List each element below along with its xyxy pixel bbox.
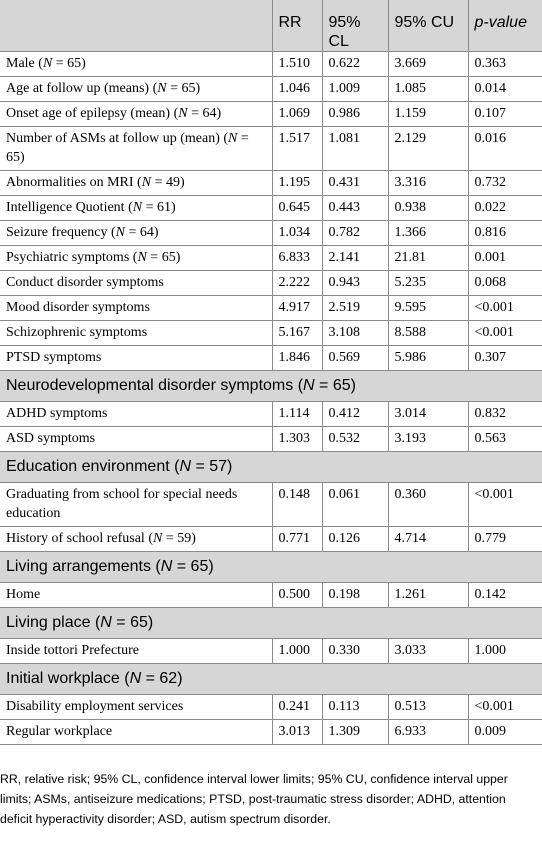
rr-value: 1.069 xyxy=(272,102,322,127)
table-row xyxy=(0,77,542,102)
section-title: Neurodevelopmental disorder symptoms (N = 65) xyxy=(0,371,542,402)
cl-value: 0.986 xyxy=(322,102,388,127)
cl-value: 0.330 xyxy=(322,639,388,664)
p-value: <0.001 xyxy=(468,695,542,720)
cl-value: 2.141 xyxy=(322,246,388,271)
table-row xyxy=(0,583,542,608)
p-value: 0.732 xyxy=(468,171,542,196)
header-label xyxy=(0,0,272,52)
table-row xyxy=(0,695,542,720)
cu-value: 0.360 xyxy=(388,483,468,527)
rr-value: 1.517 xyxy=(272,127,322,171)
cl-value: 0.431 xyxy=(322,171,388,196)
row-label: Home xyxy=(0,583,272,608)
p-value: 0.068 xyxy=(468,271,542,296)
p-value: <0.001 xyxy=(468,296,542,321)
section-header-row xyxy=(0,371,542,402)
p-value: 1.000 xyxy=(468,639,542,664)
row-label: Schizophrenic symptoms xyxy=(0,321,272,346)
table-row xyxy=(0,196,542,221)
p-value: 0.779 xyxy=(468,527,542,552)
p-value: 0.563 xyxy=(468,427,542,452)
table-row xyxy=(0,527,542,552)
cl-value: 0.622 xyxy=(322,52,388,77)
cl-value: 0.412 xyxy=(322,402,388,427)
table-row xyxy=(0,296,542,321)
rr-value: 0.771 xyxy=(272,527,322,552)
cu-value: 8.588 xyxy=(388,321,468,346)
p-value: 0.022 xyxy=(468,196,542,221)
section-header-row xyxy=(0,664,542,695)
row-label: Regular workplace xyxy=(0,720,272,745)
row-label: Age at follow up (means) (N = 65) xyxy=(0,77,272,102)
row-label: Onset age of epilepsy (mean) (N = 64) xyxy=(0,102,272,127)
cu-value: 1.261 xyxy=(388,583,468,608)
header-rr: RR xyxy=(272,0,322,52)
table-row xyxy=(0,102,542,127)
cl-value: 3.108 xyxy=(322,321,388,346)
p-value: 0.832 xyxy=(468,402,542,427)
cu-value: 1.159 xyxy=(388,102,468,127)
cu-value: 5.986 xyxy=(388,346,468,371)
cu-value: 1.366 xyxy=(388,221,468,246)
cl-value: 0.113 xyxy=(322,695,388,720)
section-title: Living place (N = 65) xyxy=(0,608,542,639)
row-label: Psychiatric symptoms (N = 65) xyxy=(0,246,272,271)
cu-value: 6.933 xyxy=(388,720,468,745)
row-label: Intelligence Quotient (N = 61) xyxy=(0,196,272,221)
cu-value: 2.129 xyxy=(388,127,468,171)
rr-value: 3.013 xyxy=(272,720,322,745)
p-value: 0.363 xyxy=(468,52,542,77)
cu-value: 3.669 xyxy=(388,52,468,77)
rr-value: 1.114 xyxy=(272,402,322,427)
rr-value: 1.846 xyxy=(272,346,322,371)
rr-value: 1.510 xyxy=(272,52,322,77)
row-label: Abnormalities on MRI (N = 49) xyxy=(0,171,272,196)
header-cu: 95% CU xyxy=(388,0,468,52)
row-label: Mood disorder symptoms xyxy=(0,296,272,321)
cl-value: 0.782 xyxy=(322,221,388,246)
table-row xyxy=(0,221,542,246)
p-value: 0.014 xyxy=(468,77,542,102)
cl-value: 0.198 xyxy=(322,583,388,608)
row-label: Disability employment services xyxy=(0,695,272,720)
cu-value: 0.513 xyxy=(388,695,468,720)
row-label: ADHD symptoms xyxy=(0,402,272,427)
rr-value: 1.034 xyxy=(272,221,322,246)
rr-value: 1.303 xyxy=(272,427,322,452)
table-row xyxy=(0,639,542,664)
rr-value: 0.241 xyxy=(272,695,322,720)
p-value: 0.009 xyxy=(468,720,542,745)
row-label: History of school refusal (N = 59) xyxy=(0,527,272,552)
cl-value: 0.061 xyxy=(322,483,388,527)
p-value: 0.142 xyxy=(468,583,542,608)
rr-value: 1.046 xyxy=(272,77,322,102)
cl-value: 1.309 xyxy=(322,720,388,745)
p-value: 0.016 xyxy=(468,127,542,171)
p-value: 0.001 xyxy=(468,246,542,271)
row-label: Seizure frequency (N = 64) xyxy=(0,221,272,246)
p-value: 0.816 xyxy=(468,221,542,246)
header-cl: 95% CL xyxy=(322,0,388,52)
rr-value: 0.148 xyxy=(272,483,322,527)
row-label: Graduating from school for special needs education xyxy=(0,483,272,527)
cu-value: 3.193 xyxy=(388,427,468,452)
table-row xyxy=(0,127,542,171)
cl-value: 1.081 xyxy=(322,127,388,171)
cl-value: 2.519 xyxy=(322,296,388,321)
table-row xyxy=(0,483,542,527)
cl-value: 0.126 xyxy=(322,527,388,552)
table-row xyxy=(0,346,542,371)
cl-value: 0.532 xyxy=(322,427,388,452)
table-row xyxy=(0,427,542,452)
header-row xyxy=(0,0,542,52)
rr-value: 2.222 xyxy=(272,271,322,296)
section-title: Education environment (N = 57) xyxy=(0,452,542,483)
cu-value: 4.714 xyxy=(388,527,468,552)
row-label: Number of ASMs at follow up (mean) (N = 65) xyxy=(0,127,272,171)
rr-value: 4.917 xyxy=(272,296,322,321)
cl-value: 0.943 xyxy=(322,271,388,296)
row-label: ASD symptoms xyxy=(0,427,272,452)
table-row xyxy=(0,720,542,745)
cu-value: 3.014 xyxy=(388,402,468,427)
cu-value: 21.81 xyxy=(388,246,468,271)
p-value: <0.001 xyxy=(468,321,542,346)
table-body xyxy=(0,52,542,745)
section-header-row xyxy=(0,552,542,583)
table-row xyxy=(0,52,542,77)
cu-value: 0.938 xyxy=(388,196,468,221)
rr-value: 1.195 xyxy=(272,171,322,196)
cu-value: 3.033 xyxy=(388,639,468,664)
table-row xyxy=(0,246,542,271)
section-title: Initial workplace (N = 62) xyxy=(0,664,542,695)
header-p-value: p-value xyxy=(468,0,542,52)
row-label: Male (N = 65) xyxy=(0,52,272,77)
section-title: Living arrangements (N = 65) xyxy=(0,552,542,583)
table-row xyxy=(0,321,542,346)
table-row xyxy=(0,171,542,196)
p-value: 0.307 xyxy=(468,346,542,371)
cu-value: 1.085 xyxy=(388,77,468,102)
rr-value: 5.167 xyxy=(272,321,322,346)
rr-value: 6.833 xyxy=(272,246,322,271)
table-footnote: RR, relative risk; 95% CL, confidence interval lower limits; 95% CU, confidence interval upper limits; ASMs, antiseizure medications; PTSD, post-traumatic stress disorder; ADHD, attention deficit hyperactivity disorder; ASD, autism spectrum disorder. xyxy=(0,772,508,826)
cu-value: 5.235 xyxy=(388,271,468,296)
cl-value: 0.569 xyxy=(322,346,388,371)
cl-value: 0.443 xyxy=(322,196,388,221)
table-row xyxy=(0,402,542,427)
rr-value: 0.500 xyxy=(272,583,322,608)
p-value: <0.001 xyxy=(468,483,542,527)
cu-value: 9.595 xyxy=(388,296,468,321)
table-row xyxy=(0,271,542,296)
row-label: Conduct disorder symptoms xyxy=(0,271,272,296)
p-value: 0.107 xyxy=(468,102,542,127)
section-header-row xyxy=(0,608,542,639)
rr-value: 1.000 xyxy=(272,639,322,664)
cu-value: 3.316 xyxy=(388,171,468,196)
cl-value: 1.009 xyxy=(322,77,388,102)
section-header-row xyxy=(0,452,542,483)
row-label: Inside tottori Prefecture xyxy=(0,639,272,664)
row-label: PTSD symptoms xyxy=(0,346,272,371)
rr-value: 0.645 xyxy=(272,196,322,221)
